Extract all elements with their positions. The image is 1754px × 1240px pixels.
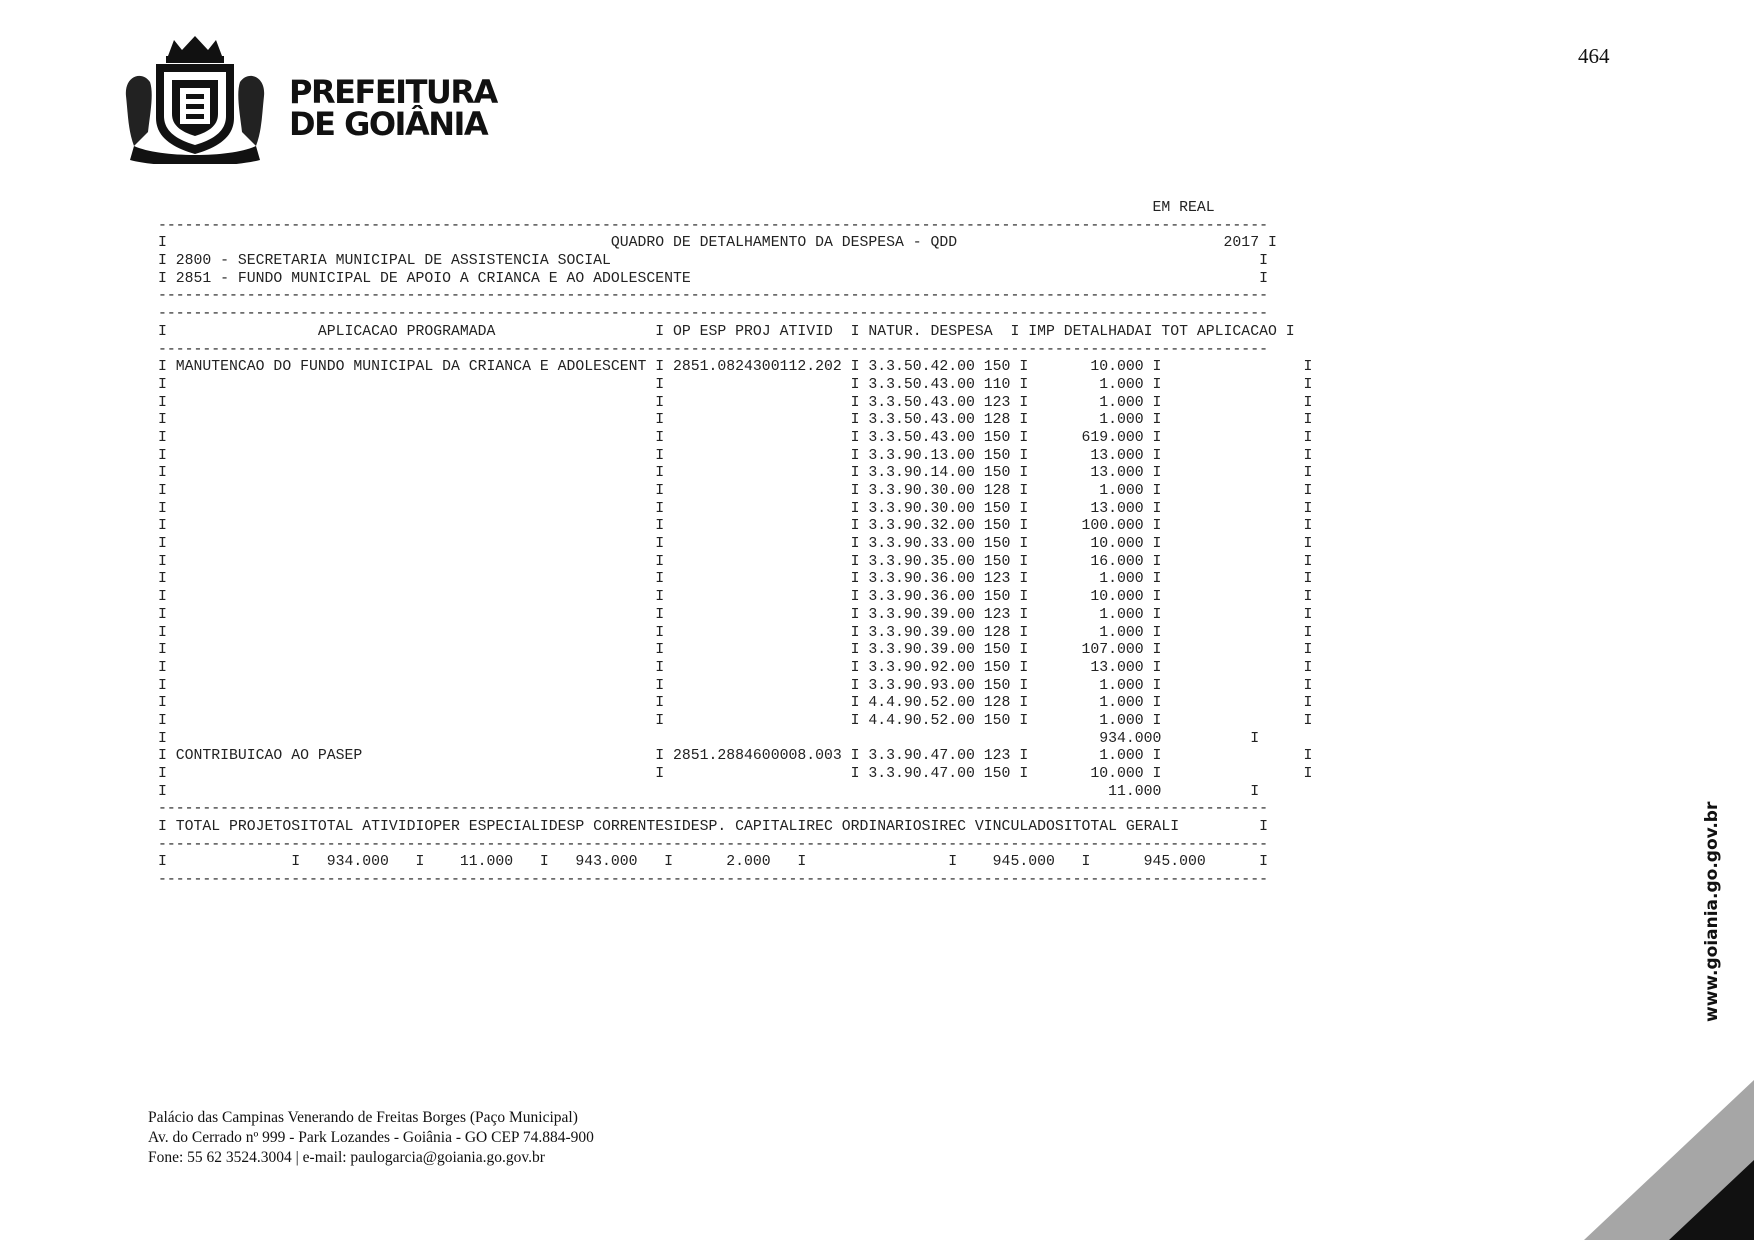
expense-detail-table [158,200,1312,890]
detail-row: I I I 3.3.90.36.00 150 I 10.000 I I [158,589,1313,606]
side-website-url: www.goiania.go.gov.br [1702,801,1722,1022]
logo-line-2: DE GOIÂNIA [289,105,488,143]
detail-row: I I I 4.4.90.52.00 128 I 1.000 I I [158,695,1313,712]
footer-address [148,1108,594,1168]
footer-line-2: Av. do Cerrado nº 999 - Park Lozandes - Goiânia - GO CEP 74.884-900 [148,1129,594,1146]
detail-row: I I I 3.3.90.47.00 150 I 10.000 I I [158,766,1313,782]
goiania-coat-of-arms-icon [120,34,270,164]
detail-row: I I I 3.3.90.33.00 150 I 10.000 I I [158,536,1313,553]
detail-row: I I I 3.3.90.36.00 123 I 1.000 I I [158,571,1313,588]
detail-row: I I I 3.3.90.30.00 128 I 1.000 I I [158,483,1313,499]
detail-row: I I I 3.3.90.35.00 150 I 16.000 I I [158,553,1313,570]
rule: ----------------------------------------------------------------------------------------------------------------------------- [158,217,1268,234]
summary-header: I TOTAL PROJETOSITOTAL ATIVIDIOPER ESPECIALIDESP CORRENTESIDESP. CAPITALIREC ORDINARIOSIREC VINCULADOSITOTAL GERALI I [158,819,1268,836]
org-line: I 2851 - FUNDO MUNICIPAL DE APOIO A CRIANCA E AO ADOLESCENTE I [158,270,1268,287]
logo-text [289,73,497,143]
detail-row: I I I 3.3.50.43.00 123 I 1.000 I I [158,394,1313,411]
page-number: 464 [1578,44,1610,68]
detail-row: I I I 3.3.90.39.00 128 I 1.000 I I [158,624,1313,641]
group-total: I 11.000 I [158,783,1260,800]
org-line: I 2800 - SECRETARIA MUNICIPAL DE ASSISTENCIA SOCIAL I [158,253,1268,270]
detail-row: I I I 3.3.90.39.00 150 I 107.000 I I [158,642,1313,659]
detail-row: I I I 3.3.90.92.00 150 I 13.000 I I [158,659,1313,676]
detail-row: I MANUTENCAO DO FUNDO MUNICIPAL DA CRIANCA E ADOLESCENT I 2851.0824300112.202 I 3.3.50.42.00 150 I 10.000 I I [158,359,1313,376]
rule: ----------------------------------------------------------------------------------------------------------------------------- [158,306,1268,323]
logo-line-1: PREFEITURA [289,73,497,111]
detail-row: I I I 3.3.90.93.00 150 I 1.000 I I [158,677,1313,694]
detail-row: I I I 3.3.90.32.00 150 I 100.000 I I [158,518,1313,535]
report-title: I QUADRO DE DETALHAMENTO DA DESPESA - QDD 2017 I [158,235,1277,252]
footer-line-3: Fone: 55 62 3524.3004 | e-mail: paulogarcia@goiania.go.gov.br [148,1149,545,1166]
summary-values: I I 934.000 I 11.000 I 943.000 I 2.000 I I 945.000 I 945.000 I [158,854,1268,871]
detail-row: I I I 3.3.90.30.00 150 I 13.000 I I [158,500,1313,517]
currency-label: EM REAL [158,200,1215,216]
footer-line-1: Palácio das Campinas Venerando de Freitas Borges (Paço Municipal) [148,1109,578,1126]
column-header: I APLICACAO PROGRAMADA I OP ESP PROJ ATIVID I NATUR. DESPESA I IMP DETALHADAI TOT APLICACAO I [158,323,1295,340]
detail-row: I I I 3.3.50.43.00 110 I 1.000 I I [158,376,1313,393]
rule: ----------------------------------------------------------------------------------------------------------------------------- [158,872,1268,889]
corner-decoration [1584,1080,1754,1240]
detail-row: I CONTRIBUICAO AO PASEP I 2851.2884600008.003 I 3.3.90.47.00 123 I 1.000 I I [158,748,1313,765]
detail-row: I I I 3.3.50.43.00 128 I 1.000 I I [158,412,1313,429]
rule: ----------------------------------------------------------------------------------------------------------------------------- [158,801,1268,818]
detail-row: I I I 3.3.90.13.00 150 I 13.000 I I [158,447,1313,464]
rule: ----------------------------------------------------------------------------------------------------------------------------- [158,341,1268,358]
rule: ----------------------------------------------------------------------------------------------------------------------------- [158,836,1268,853]
detail-row: I I I 3.3.90.39.00 123 I 1.000 I I [158,606,1313,623]
rule: ----------------------------------------------------------------------------------------------------------------------------- [158,288,1268,305]
detail-row: I I I 3.3.90.14.00 150 I 13.000 I I [158,465,1313,482]
group-total: I 934.000 I [158,730,1260,747]
detail-row: I I I 3.3.50.43.00 150 I 619.000 I I [158,429,1313,446]
detail-row: I I I 4.4.90.52.00 150 I 1.000 I I [158,712,1313,729]
